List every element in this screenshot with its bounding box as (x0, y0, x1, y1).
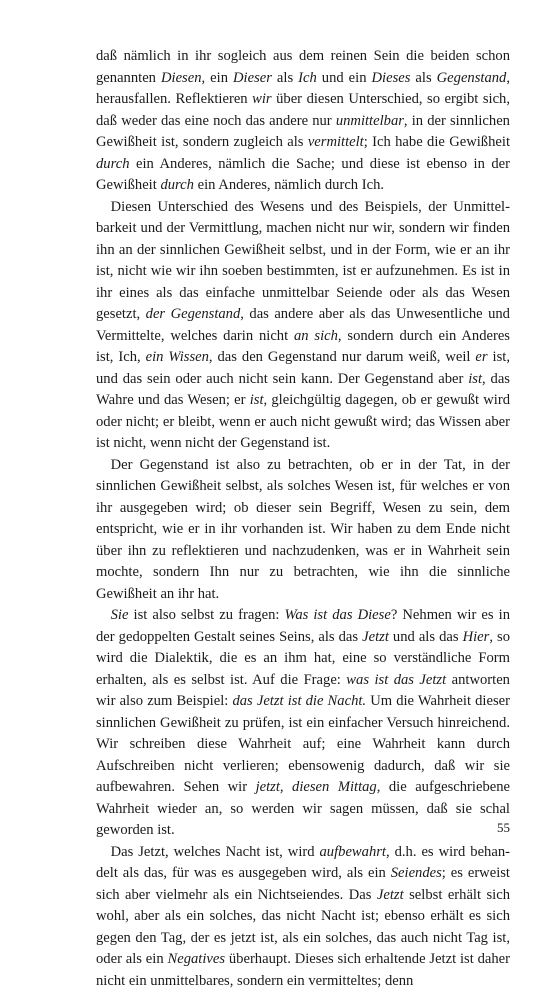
emphasized-text: aufbewahrt (320, 844, 386, 860)
emphasized-text: ein Wissen (146, 349, 209, 365)
emphasized-text: er (475, 349, 487, 365)
text-run: als (410, 70, 436, 86)
emphasized-text: Hier (463, 629, 490, 645)
emphasized-text: Sie (111, 607, 129, 623)
emphasized-text: Dieser (233, 70, 272, 86)
emphasized-text: durch (160, 177, 194, 193)
emphasized-text: Seiendes (391, 865, 442, 881)
text-run: und als das (389, 629, 463, 645)
body-text (96, 46, 510, 992)
text-run: und ein (317, 70, 372, 86)
paragraph (96, 46, 510, 197)
text-run: Diesen Unterschied des Wesens und des Beispiels, der Unmittelbarkeit und der Vermittlung, machen nicht nur wir, sondern wir finden ihn an der sinnlichen Gewißheit selbst, und in der Form, wie er an ihr ist, nicht wie wir ihn soeben bestimmten, ist er aufzunehmen. Es ist in ihr eines als das einfache unmittelbar Seiende oder als das Wesen gesetzt, (96, 199, 510, 323)
text-run: , herausfallen. Reflektieren (96, 70, 510, 108)
text-run: ; Ich habe die Gewißheit (364, 134, 510, 150)
emphasized-text: Gegenstand (437, 70, 507, 86)
text-run: , sondern durch ein Anderes ist, Ich, (96, 328, 510, 366)
text-run: daß nämlich in ihr sogleich aus dem reinen Sein die beiden schon genannten (96, 48, 510, 86)
emphasized-text: jetzt, diesen Mittag, (256, 779, 381, 795)
text-run: , in der sinnlichen Gewißheit ist, sondern zugleich als (96, 113, 510, 151)
emphasized-text: was ist das Jetzt (346, 672, 446, 688)
text-run: Der Gegenstand ist also zu betrachten, ob er in der Tat, in der sinnlichen Gewißheit selbst, als solches Wesen ist, für welches er von ihr ausgegeben wird; ob dieser sein Begriff, Wesen zu sein, dem entspricht, wie er in ihr vorhanden ist. Wir haben zu dem Ende nicht über ihn zu reflektieren und nachzudenken, was er in Wahrheit sein mochte, sondern Ihn nur zu betrachten, wie ihn die sinnliche Gewißheit an ihr hat. (96, 457, 510, 602)
text-run: , gleichgültig dagegen, ob er gewußt wird oder nicht; er bleibt, wenn er auch nicht gewußt wird; das Wissen aber ist nicht, wenn nicht der Gegenstand ist. (96, 392, 510, 451)
text-run: überhaupt. Dieses sich erhaltende Jetzt ist daher nicht ein unmittelbares, sondern ein vermitteltes; denn (96, 951, 510, 989)
paragraph (96, 197, 510, 455)
emphasized-text: Dieses (372, 70, 411, 86)
text-run: über diesen Unterschied, so ergibt sich, daß weder das eine noch das andere nur (96, 91, 510, 129)
text-run: als (272, 70, 298, 86)
text-run: ist, und das sein oder auch nicht sein kann. Der Gegenstand aber (96, 349, 510, 387)
text-run: selbst erhält sich wohl, aber als ein solches, das nicht Nacht ist; ebenso erhält es sich gegen den Tag, der es jetzt ist, als ein solches, das auch nicht Tag ist, oder als ein (96, 887, 510, 968)
page-number: 55 (497, 820, 510, 836)
text-run: , d.h. es wird behandelt als das, für was es ausgegeben wird, als ein (96, 844, 510, 882)
emphasized-text: unmittelbar (336, 113, 404, 129)
paragraph (96, 842, 510, 992)
text-run: die aufgeschriebene Wahrheit wieder an, so werden wir sagen müssen, daß sie schal geworden ist. (96, 779, 510, 838)
text-run: ; es erweist sich aber vielmehr als ein Nichtseiendes. Das (96, 865, 510, 903)
emphasized-text: wir (252, 91, 271, 107)
text-run: ist also selbst zu fragen: (128, 607, 284, 623)
paragraph (96, 605, 510, 842)
emphasized-text: das Jetzt ist die Nacht. (232, 693, 366, 709)
text-run: , so wird die Dialektik, die es an ihm hat, eine so verständliche Form erhalten, als es selbst ist. Auf die Frage: (96, 629, 510, 688)
emphasized-text: ist (468, 371, 482, 387)
emphasized-text: Jetzt (362, 629, 389, 645)
emphasized-text: Diesen (161, 70, 202, 86)
emphasized-text: ist (250, 392, 264, 408)
text-run: antworten wir also zum Beispiel: (96, 672, 510, 710)
emphasized-text: der Gegenstand (146, 306, 241, 322)
text-run: Um die Wahrheit dieser sinnlichen Gewißheit zu prüfen, ist ein einfacher Versuch hinreichend. Wir schreiben diese Wahrheit auf; eine Wahrheit kann durch Aufschreiben nicht verlieren; ebensowenig dadurch, daß wir sie aufbewahren. Sehen wir (96, 693, 510, 795)
text-run: , das andere aber als das Unwesentliche und Vermittelte, welches darin nicht (96, 306, 510, 344)
text-run: ein Anderes, nämlich die Sache; und diese ist ebenso in der Gewißheit (96, 156, 510, 194)
emphasized-text: Was ist das Diese (285, 607, 391, 623)
emphasized-text: an sich (294, 328, 338, 344)
emphasized-text: Jetzt (377, 887, 404, 903)
text-run: ein Anderes, nämlich durch Ich. (194, 177, 384, 193)
text-run: , ein (202, 70, 233, 86)
emphasized-text: Ich (298, 70, 317, 86)
emphasized-text: Negatives (167, 951, 225, 967)
text-run: ? Nehmen wir es in der gedoppelten Gestalt seines Seins, als das (96, 607, 510, 645)
paragraph (96, 455, 510, 606)
emphasized-text: durch (96, 156, 130, 172)
text-run: , das den Gegenstand nur darum weiß, weil (209, 349, 476, 365)
text-run: Das Jetzt, welches Nacht ist, wird (111, 844, 320, 860)
emphasized-text: vermittelt (308, 134, 364, 150)
text-run: , das Wahre und das Wesen; er (96, 371, 510, 409)
